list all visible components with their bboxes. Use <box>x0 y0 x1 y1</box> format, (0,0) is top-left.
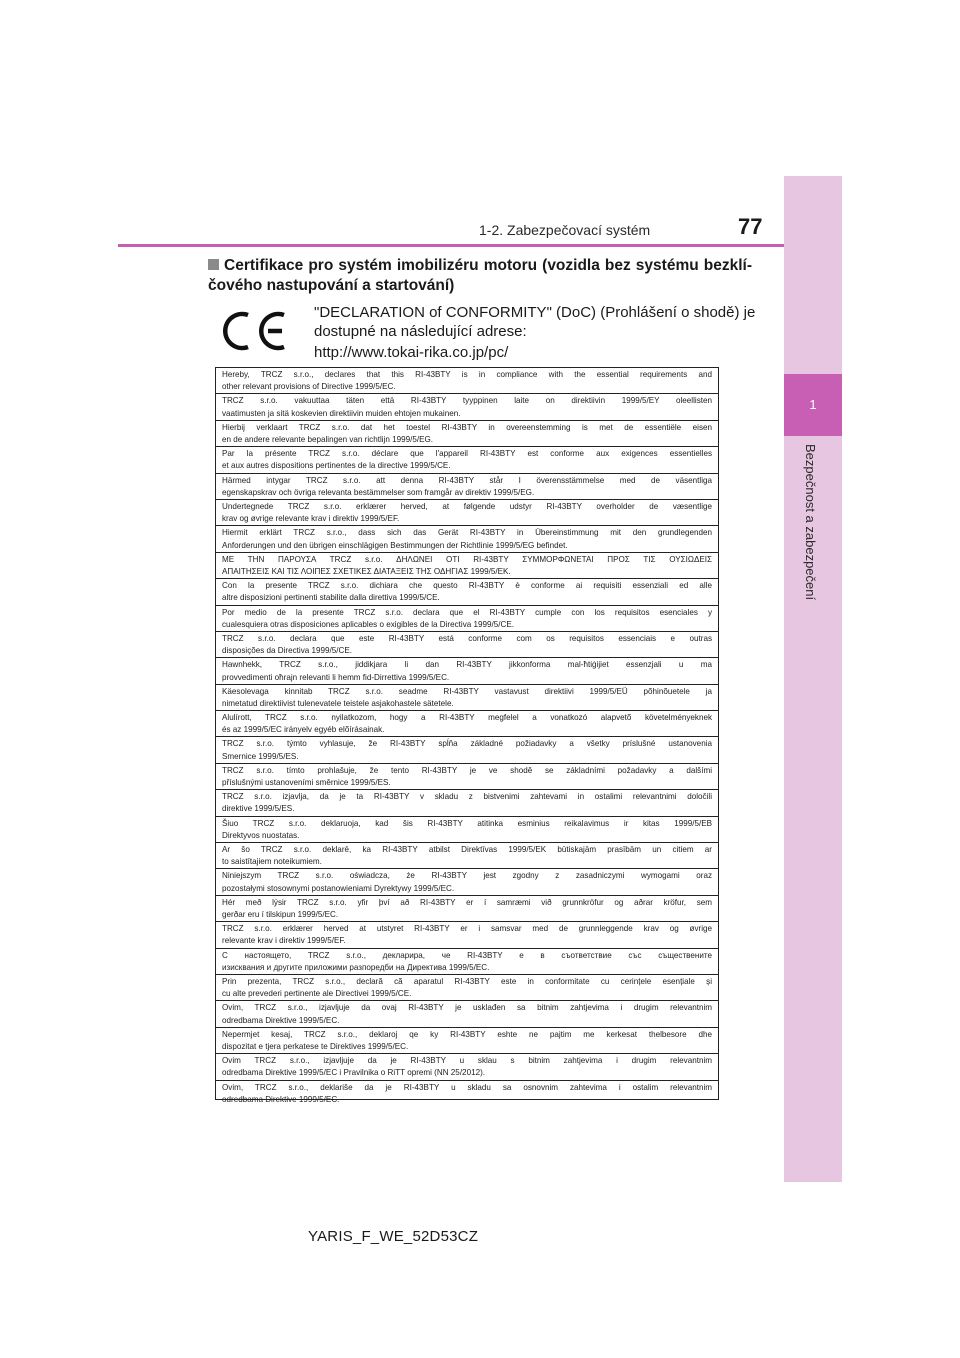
declaration-row <box>216 764 718 790</box>
declaration-row <box>216 817 718 843</box>
declaration-row <box>216 368 718 394</box>
declaration-line-1: Hereby, TRCZ s.r.o., declares that this RI-43BTY is in compliance with the essential requirements and <box>222 370 712 379</box>
declaration-line-2: изисквания и другите приложими разпоредби на Директива 1999/5/ЕС. <box>222 962 490 972</box>
declaration-line-1: Hierbij verklaart TRCZ s.r.o. dat het toestel RI-43BTY in overeenstemming is met de essentiële eisen <box>222 422 712 432</box>
declaration-row <box>216 1081 718 1107</box>
declaration-line-1: Hiermit erklärt TRCZ s.r.o., dass sich das Gerät RI-43BTY in Übereinstimmung mit den grundlegenden <box>222 528 712 538</box>
declaration-row <box>216 711 718 737</box>
declaration-row <box>216 421 718 447</box>
declaration-line-2: ΑΠΑΙΤΗΣΕΙΣ ΚΑΙ ΤΙΣ ΛΟΙΠΕΣ ΣΧΕΤΙΚΕΣ ΔΙΑΤΑΞΕΙΣ ΤΗΣ ΟΔΗΓΙΑΣ 1999/5/ΕΚ. <box>222 566 511 576</box>
declaration-line-1: Ovim, TRCZ s.r.o., izjavljuje da ovaj RI-43BTY je usklađen sa bitnim zahtjevima i drugim relevantnim <box>222 1003 712 1013</box>
declaration-line-1: TRCZ s.r.o. vakuuttaa täten että RI-43BTY tyyppinen laite on direktiivin 1999/5/EY oleellisten <box>222 396 712 406</box>
declaration-line-2: disposições da Directiva 1999/5/CE. <box>222 646 353 656</box>
declaration-row <box>216 553 718 579</box>
declaration-row <box>216 632 718 658</box>
declaration-row <box>216 843 718 869</box>
declaration-row <box>216 896 718 922</box>
declaration-line-2: et aux autres dispositions pertinentes de la directive 1999/5/CE. <box>222 461 451 471</box>
declaration-row <box>216 474 718 500</box>
declaration-line-1: С настоящето, TRCZ s.r.o., декларира, че RI-43BTY е в съответствие със съществените <box>222 950 712 960</box>
declaration-line-2: dispozitat e tjera perkatese te Direktives 1999/5/EC. <box>222 1041 409 1051</box>
declaration-row <box>216 1028 718 1054</box>
declaration-line-1: Ovim, TRCZ s.r.o., deklariše da je RI-43BTY u skladu sa osnovnim zahtevima i ostalim relevantnim <box>222 1082 712 1092</box>
declaration-line-2: vaatimusten ja sitä koskevien direktiivin muiden ehtojen mukainen. <box>222 408 461 418</box>
declaration-row <box>216 500 718 526</box>
declaration-line-2: krav og øvrige relevante krav i direktiv 1999/5/EF. <box>222 514 400 524</box>
declaration-line-2: relevante krav i direktiv 1999/5/EF. <box>222 936 346 946</box>
declaration-line-2: és az 1999/5/EC irányelv egyéb elõírásainak. <box>222 725 385 735</box>
declaration-line-2: cu alte prevederi pertinente ale Directivei 1999/5/CE. <box>222 989 412 999</box>
declaration-line-2: nimetatud direktiivist tulenevatele teistele asjakohastele sätetele. <box>222 698 454 708</box>
declaration-table <box>215 367 719 1104</box>
declaration-row <box>216 579 718 605</box>
declaration-text: "DECLARATION of CONFORMITY" (DoC) (Prohlášení o shodě) je dostupné na následující adrese: <box>314 304 756 340</box>
declaration-line-2: egenskapskrav och övriga relevanta bestämmelser som framgår av direktiv 1999/5/EG. <box>222 487 535 497</box>
section-heading <box>208 256 752 296</box>
declaration-line-1: TRCZ s.r.o. erklærer herved at utstyret RI-43BTY er i samsvar med de grunnleggende krav og øvrige <box>222 924 712 934</box>
declaration-line-1: Nepermjet kesaj, TRCZ s.r.o., deklaroj qe ky RI-43BTY eshte ne pajtim me kerkesat thelbesore dhe <box>222 1029 712 1039</box>
declaration-line-2: odredbama Direktive 1999/5/EC. <box>222 1094 340 1104</box>
declaration-row <box>216 606 718 632</box>
declaration-row <box>216 394 718 420</box>
declaration-note <box>314 303 764 362</box>
declaration-line-1: ΜΕ ΤΗΝ ΠΑΡΟΥΣΑ TRCZ s.r.o. ΔΗΛΩΝΕΙ ΟΤΙ RI-43BTY ΣΥΜΜΟΡΦΩΝΕΤΑΙ ΠΡΟΣ ΤΙΣ ΟΥΣΙΩΔΕΙΣ <box>222 554 712 564</box>
header-rule <box>118 244 784 247</box>
declaration-line-2: gerðar eru í tilskipun 1999/5/EC. <box>222 910 339 920</box>
declaration-line-1: Alulírott, TRCZ s.r.o. nyilatkozom, hogy a RI-43BTY megfelel a vonatkozó alapvetõ követelményeknek <box>222 713 712 723</box>
declaration-row <box>216 949 718 975</box>
declaration-line-1: Niniejszym TRCZ s.r.o. oświadcza, że RI-43BTY jest zgodny z zasadniczymi wymogami oraz <box>222 871 712 881</box>
declaration-line-1: Con la presente TRCZ s.r.o. dichiara che questo RI-43BTY è conforme ai requisiti essenziali ed alle <box>222 581 712 591</box>
declaration-row <box>216 975 718 1001</box>
declaration-row <box>216 737 718 763</box>
declaration-line-2: Anforderungen und den übrigen einschlägigen Bestimmungen der Richtlinie 1999/5/EG befindet. <box>222 540 568 550</box>
declaration-line-2: odredbama Direktive 1999/5/EC i Pravilnika o RiTT opremi (NN 25/2012). <box>222 1068 486 1078</box>
declaration-line-1: Ar šo TRCZ s.r.o. deklarē, ka RI-43BTY atbilst Direktīvas 1999/5/EK būtiskajām prasībām un citiem ar <box>222 845 712 855</box>
declaration-row <box>216 658 718 684</box>
declaration-row <box>216 1054 718 1080</box>
declaration-row <box>216 922 718 948</box>
chapter-side-tab <box>784 176 842 1182</box>
declaration-line-1: Par la présente TRCZ s.r.o. déclare que l'appareil RI-43BTY est conforme aux exigences essentielles <box>222 449 712 459</box>
declaration-row <box>216 1001 718 1027</box>
document-code: YARIS_F_WE_52D53CZ <box>308 1228 479 1245</box>
declaration-line-2: příslušnými ustanoveními směrnice 1999/5/ES. <box>222 778 391 788</box>
declaration-line-1: TRCZ s.r.o. tímto prohlašuje, že tento RI-43BTY je ve shodě se základními požadavky a dalšími <box>222 765 712 775</box>
ce-mark-icon <box>222 308 288 354</box>
declaration-line-2: cualesquiera otras disposiciones aplicables o exigibles de la Directiva 1999/5/CE. <box>222 619 514 629</box>
declaration-line-2: to saistītajiem noteikumiem. <box>222 857 322 867</box>
declaration-line-1: TRCZ s.r.o. declara que este RI-43BTY está conforme com os requisitos essenciais e outras <box>222 633 712 643</box>
declaration-line-1: Prin prezenta, TRCZ s.r.o., declară că aparatul RI-43BTY este in conformitate cu cerințele esențiale și <box>222 976 712 986</box>
declaration-line-1: Šiuo TRCZ s.r.o. deklaruoja, kad šis RI-43BTY atitinka esminius reikalavimus ir kitas 1999/5/EB <box>222 818 712 828</box>
declaration-line-1: Hér með lýsir TRCZ s.r.o. yfir því að RI-43BTY er í samræmi við grunnkröfur og aðrar kröfur, sem <box>222 897 712 907</box>
section-bullet-icon <box>208 259 219 270</box>
chapter-title: Bezpečnost a zabezpečení <box>803 444 818 601</box>
declaration-line-2: altre disposizioni pertinenti stabilite dalla direttiva 1999/5/CE. <box>222 593 440 603</box>
declaration-row <box>216 526 718 552</box>
section-header: 1-2. Zabezpečovací systém <box>479 222 651 238</box>
declaration-line-2: Direktyvos nuostatas. <box>222 830 300 840</box>
section-title: Certifikace pro systém imobilizéru motoru (vozidla bez systému bezklí-čového nastupování a startování) <box>208 257 752 294</box>
declaration-line-1: Ovim TRCZ s.r.o., izjavljuje da je RI-43BTY u sklau s bitnim zahtjevima i drugim relevantnim <box>222 1056 712 1066</box>
declaration-line-1: Por medio de la presente TRCZ s.r.o. declara que el RI-43BTY cumple con los requisitos esenciales y <box>222 607 712 617</box>
declaration-line-2: direktive 1999/5/ES. <box>222 804 295 814</box>
declaration-line-2: Smernice 1999/5/ES. <box>222 751 299 761</box>
declaration-row <box>216 869 718 895</box>
declaration-line-1: TRCZ s.r.o. týmto vyhlasuje, že RI-43BTY spĺňa základné požiadavky a všetky príslušné ustanovenia <box>222 739 712 749</box>
declaration-row <box>216 790 718 816</box>
declaration-line-2: en de andere relevante bepalingen van richtlijn 1999/5/EG. <box>222 434 434 444</box>
chapter-number-box <box>784 374 842 436</box>
declaration-url: http://www.tokai-rika.co.jp/pc/ <box>314 344 509 361</box>
declaration-line-1: Hawnhekk, TRCZ s.r.o., jiddikjara li dan RI-43BTY jikkonforma mal-ħtiġijiet essenzjali u ma <box>222 660 712 670</box>
declaration-line-1: TRCZ s.r.o. izjavlja, da je ta RI-43BTY v skladu z bistvenimi zahtevami in ostalimi relevantnimi določili <box>222 792 712 802</box>
declaration-line-2: provvedimenti oħrajn relevanti li hemm fid-Dirrettiva 1999/5/EC. <box>222 672 450 682</box>
page-number: 77 <box>738 214 763 239</box>
chapter-number: 1 <box>809 397 817 412</box>
declaration-line-2: other relevant provisions of Directive 1999/5/EC. <box>222 382 396 392</box>
declaration-row <box>216 447 718 473</box>
declaration-line-1: Undertegnede TRCZ s.r.o. erklærer herved, at følgende udstyr RI-43BTY overholder de væsentlige <box>222 501 712 511</box>
declaration-line-2: odredbama Direktive 1999/5/EC. <box>222 1015 340 1025</box>
declaration-line-1: Härmed intygar TRCZ s.r.o. att denna RI-43BTY står I överensstämmelse med de väsentliga <box>222 475 712 485</box>
declaration-line-1: Käesolevaga kinnitab TRCZ s.r.o. seadme RI-43BTY vastavust direktiivi 1999/5/EÜ põhinõuetele ja <box>222 686 712 696</box>
declaration-row <box>216 685 718 711</box>
declaration-line-2: pozostałymi stosownymi postanowieniami Dyrektywy 1999/5/EC. <box>222 883 455 893</box>
